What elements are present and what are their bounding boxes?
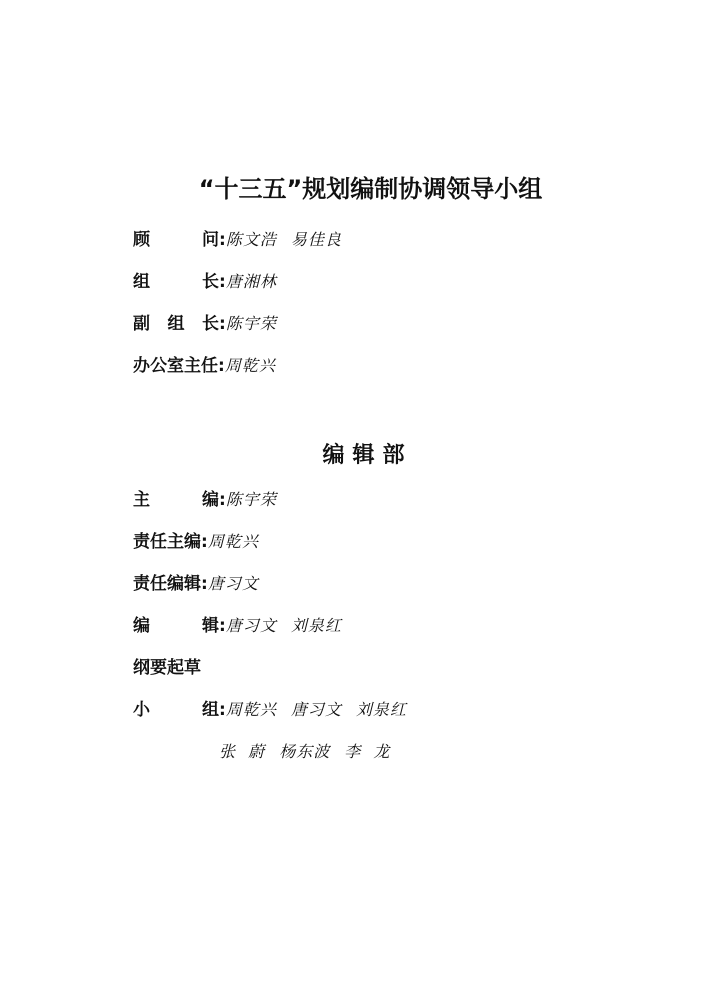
- person-name: 刘泉红: [290, 616, 342, 635]
- person-name: 李 龙: [344, 742, 391, 761]
- row-deputy-leader: [133, 312, 291, 336]
- colon: :: [219, 230, 226, 250]
- label-char: 长: [202, 314, 219, 334]
- label-char: 辑: [202, 616, 219, 636]
- person-name: 刘泉红: [355, 700, 407, 719]
- row-drafting-group-continued: [219, 740, 404, 764]
- row-label: 办公室主任: [133, 356, 218, 376]
- row-label: [133, 228, 219, 252]
- person-name: 唐习文: [225, 616, 277, 635]
- label-char: 组: [202, 700, 219, 720]
- colon: :: [201, 574, 208, 594]
- row-label: [133, 488, 219, 512]
- label-char: 长: [202, 272, 219, 292]
- section-title-editorial: 编辑部: [322, 443, 413, 468]
- row-label: [133, 270, 219, 294]
- colon: :: [201, 532, 208, 552]
- row-label: 责任编辑: [133, 574, 201, 594]
- colon: :: [219, 616, 226, 636]
- label-char: 主: [133, 490, 150, 510]
- row-editors: [133, 614, 356, 638]
- person-name: 唐习文: [290, 700, 342, 719]
- person-name: 周乾兴: [207, 532, 259, 551]
- colon: :: [219, 700, 226, 720]
- row-label: 责任主编: [133, 532, 201, 552]
- row-drafting-heading: [133, 656, 201, 680]
- row-editor-in-chief: [133, 488, 291, 512]
- person-name: 易佳良: [290, 230, 342, 249]
- label-char: 副: [133, 314, 150, 334]
- label-char: 组: [133, 272, 150, 292]
- row-label: [133, 698, 219, 722]
- person-name: 陈宇荣: [225, 314, 277, 333]
- row-label: 纲要起草: [133, 658, 201, 678]
- row-adviser: [133, 228, 356, 252]
- row-office-director: [133, 354, 290, 378]
- label-char: 编: [133, 616, 150, 636]
- row-executive-editor: [133, 530, 273, 554]
- row-drafting-group: [133, 698, 421, 722]
- person-name: 陈文浩: [225, 230, 277, 249]
- person-name: 陈宇荣: [225, 490, 277, 509]
- label-char: 编: [202, 490, 219, 510]
- person-name: 周乾兴: [224, 356, 276, 375]
- label-char: 顾: [133, 230, 150, 250]
- person-name: 杨东波: [279, 742, 331, 761]
- colon: :: [219, 314, 226, 334]
- row-label: [133, 312, 219, 336]
- row-label: [133, 614, 219, 638]
- person-name: 唐习文: [207, 574, 259, 593]
- label-char: 小: [133, 700, 150, 720]
- label-char: 组: [167, 314, 185, 334]
- section-title-leading-group: “十三五”规划编制协调领导小组: [198, 175, 543, 203]
- person-name: 张 蔚: [219, 742, 266, 761]
- colon: :: [218, 356, 225, 376]
- colon: :: [219, 490, 226, 510]
- colon: :: [219, 272, 226, 292]
- row-responsible-editor: [133, 572, 273, 596]
- person-name: 周乾兴: [225, 700, 277, 719]
- label-char: 问: [202, 230, 219, 250]
- row-group-leader: [133, 270, 291, 294]
- person-name: 唐湘林: [225, 272, 277, 291]
